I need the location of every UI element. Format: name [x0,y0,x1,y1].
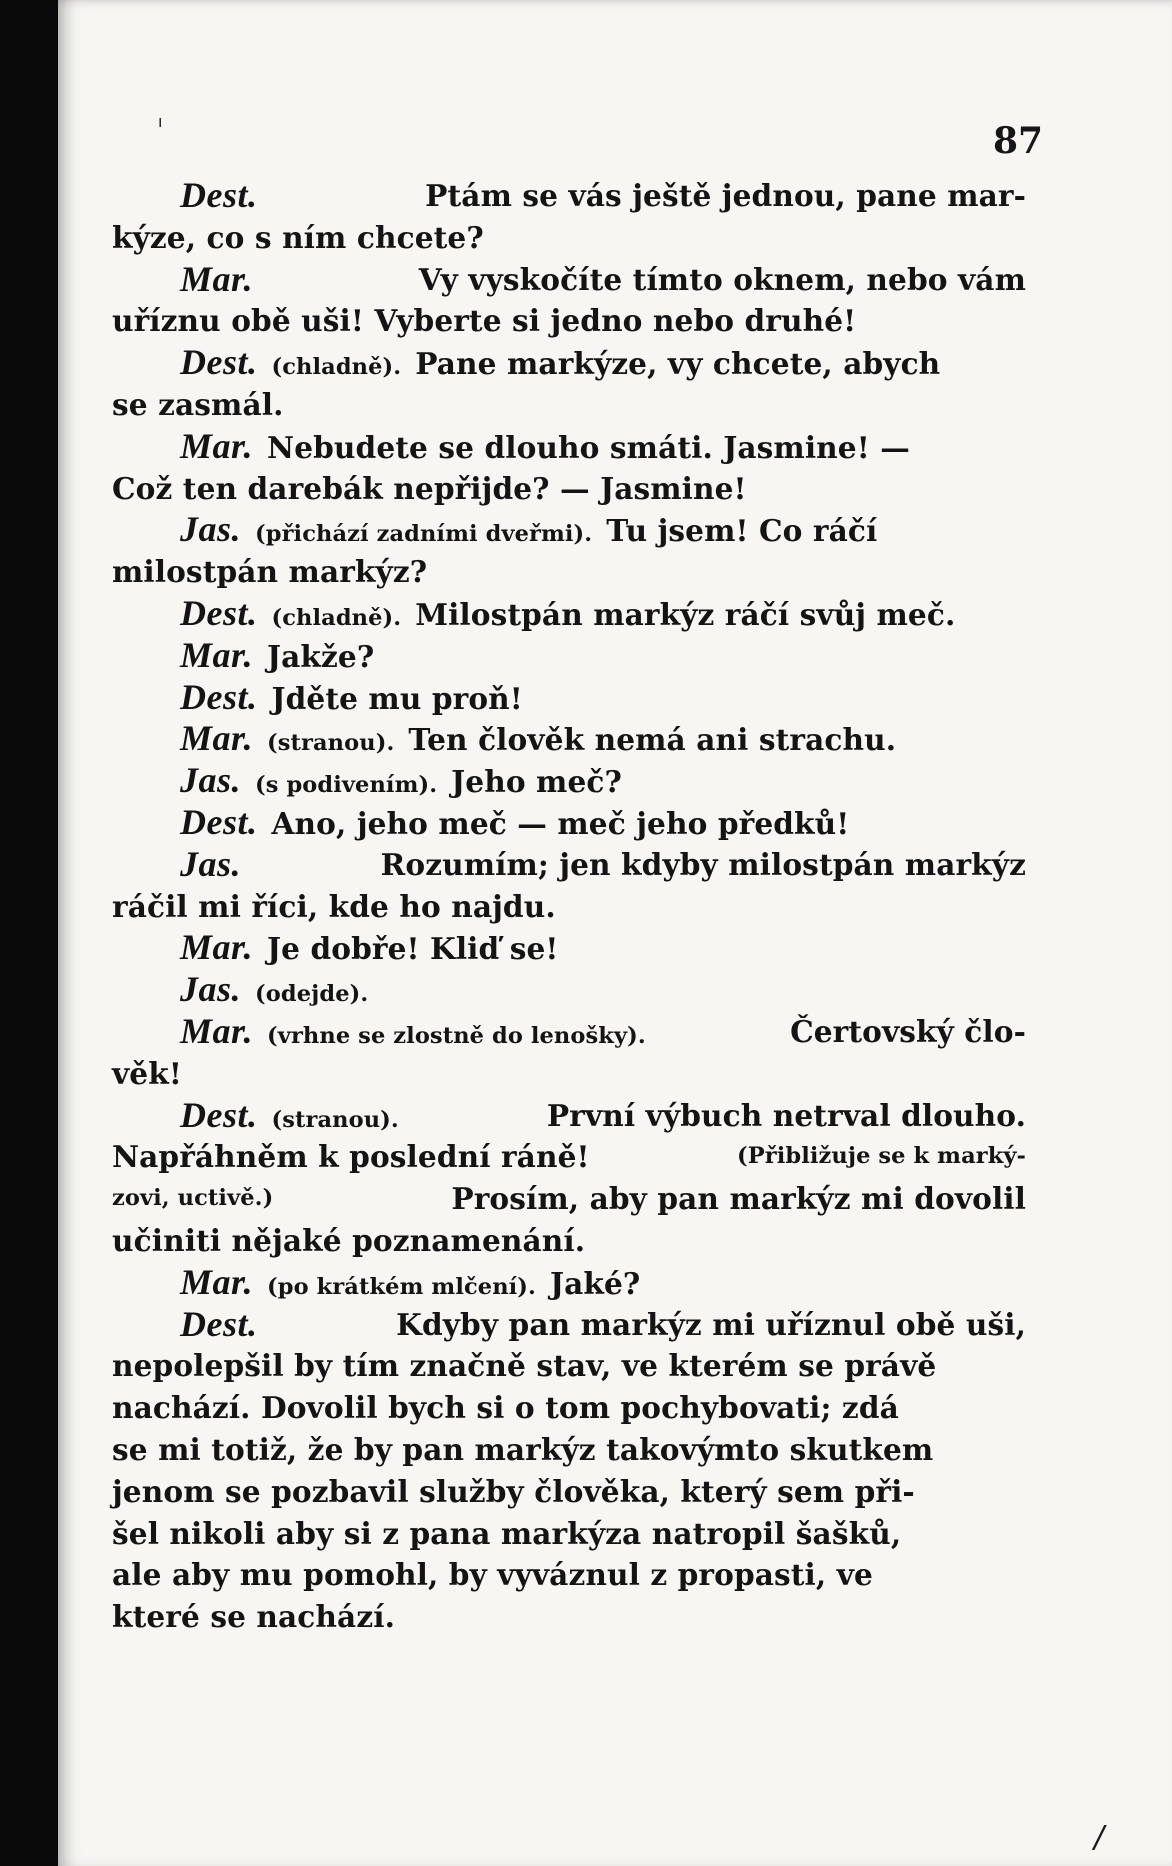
line-text: Rozumím; jen kdyby milostpán markýz [380,846,1026,882]
line-text: Ano, jeho meč — meč jeho předků! [271,805,850,841]
text-line [112,551,1026,593]
line-text: ráčil mi říci, kde ho najdu. [112,888,556,924]
line-text: milostpán markýz? [112,554,428,590]
scan-speck-icon: ı [158,112,163,131]
speaker-name: Jas. [180,509,242,550]
text-line [112,1429,1026,1471]
speaker-name: Dest. [180,801,258,842]
stage-direction: (s podivením). [255,772,438,799]
text-line [112,718,1026,760]
text-line [112,509,1026,551]
speaker-name: Dest. [180,1303,258,1344]
stage-direction: (přichází zadními dveřmi). [255,521,593,548]
line-text: Jděte mu proň! [271,680,523,716]
stage-direction: (vrhne se zlostně do lenošky). [267,1022,646,1049]
text-line [112,342,1026,384]
text-line [112,1471,1026,1513]
stage-direction: (chladně). [271,354,402,381]
text-line [112,468,1026,510]
text-line [112,635,1026,677]
line-text: Milostpán markýz ráčí svůj meč. [415,596,956,632]
dialogue-text [112,175,1026,1638]
speaker-name: Jas. [180,969,242,1010]
text-line [112,802,1026,844]
line-text: Ptám se vás ještě jednou, pane mar- [425,178,1026,213]
line-text: uříznu obě uši! Vyberte si jedno nebo druhé! [112,303,857,339]
speaker-name: Mar. [180,1010,254,1051]
line-text: Vy vyskočíte tímto oknem, nebo vám [418,261,1026,297]
speaker-name: Dest. [180,1094,258,1135]
text-line [112,593,1026,635]
text-line [112,175,1026,217]
line-text: Tu jsem! Co ráčí [606,513,878,549]
text-line [112,1011,1026,1053]
stage-direction: (Přibližuje se k marký- [737,1143,1026,1170]
speaker-name: Dest. [180,342,258,383]
line-text: Nebudete se dlouho smáti. Jasmine! — [267,429,910,465]
line-text: se zasmál. [112,386,284,422]
speaker-name: Dest. [180,592,258,633]
line-text: nepolepšil by tím značně stav, ve kterém se právě [112,1348,937,1384]
stage-direction: (stranou). [267,730,395,757]
line-text: Ten člověk nemá ani strachu. [408,722,897,758]
text-line [112,969,1026,1011]
line-text: Čertovský člo- [790,1013,1026,1049]
line-text: Prosím, aby pan markýz mi dovolil [451,1181,1026,1217]
line-text: které se nachází. [112,1599,395,1635]
text-line [112,760,1026,802]
text-line [112,1220,1026,1262]
line-text: se mi totiž, že by pan markýz takovýmto skutkem [112,1431,934,1467]
text-line [112,1596,1026,1638]
page-number: 87 [993,120,1044,162]
text-line [112,1387,1026,1429]
speaker-name: Mar. [180,718,254,759]
text-line [112,927,1026,969]
line-text: Pane markýze, vy chcete, abych [415,346,941,382]
speaker-name: Dest. [180,676,258,717]
line-text: ale aby mu pomohl, by vyváznul z propasti, ve [112,1557,873,1593]
text-line [112,426,1026,468]
line-text: Jaké? [549,1265,641,1301]
line-text: nachází. Dovolil bych si o tom pochybovati; zdá [112,1390,899,1426]
speaker-name: Jas. [180,843,242,884]
speaker-name: Mar. [180,1261,254,1302]
book-page [58,0,1172,1866]
text-line [112,1053,1026,1095]
speaker-name: Dest. [180,175,258,215]
line-text: učiniti nějaké poznamenání. [112,1222,586,1258]
line-text: Je dobře! Kliď se! [267,931,559,967]
line-text: Jakže? [267,638,375,674]
text-line [112,1262,1026,1304]
text-line [112,1554,1026,1596]
scan-speck-icon: / [1094,1820,1105,1855]
line-text: První výbuch netrval dlouho. [546,1097,1026,1133]
stage-direction: (odejde). [255,981,369,1008]
text-line [112,1136,1026,1178]
text-line [112,1095,1026,1137]
text-line [112,844,1026,886]
text-line [112,1345,1026,1387]
speaker-name: Mar. [180,634,254,675]
line-text: Což ten darebák nepřijde? — Jasmine! [112,470,747,506]
stage-direction: (chladně). [271,604,402,631]
text-line [112,300,1026,342]
speaker-name: Mar. [180,927,254,968]
text-line [112,1513,1026,1555]
text-line [112,259,1026,301]
speaker-name: Mar. [180,258,254,299]
stage-direction: (stranou). [271,1106,399,1133]
text-line [112,384,1026,426]
line-text: Napřáhněm k poslední ráně! [112,1139,590,1175]
stage-direction: zovi, uctivě.) [112,1185,274,1212]
scan-dark-edge [0,0,58,1866]
speaker-name: Jas. [180,760,242,801]
text-line [112,886,1026,928]
line-text: jenom se pozbavil služby člověka, který sem při- [112,1473,915,1509]
line-text: šel nikoli aby si z pana markýza natropil šašků, [112,1515,902,1551]
line-text: kýze, co s ním chcete? [112,219,484,255]
speaker-name: Mar. [180,425,254,466]
text-line [112,1178,1026,1220]
line-text: věk! [112,1055,182,1091]
text-line [112,677,1026,719]
line-text: Kdyby pan markýz mi uříznul obě uši, [396,1306,1026,1342]
text-line [112,1304,1026,1346]
text-line [112,217,1026,259]
stage-direction: (po krátkém mlčení). [267,1273,536,1300]
line-text: Jeho meč? [451,764,622,800]
